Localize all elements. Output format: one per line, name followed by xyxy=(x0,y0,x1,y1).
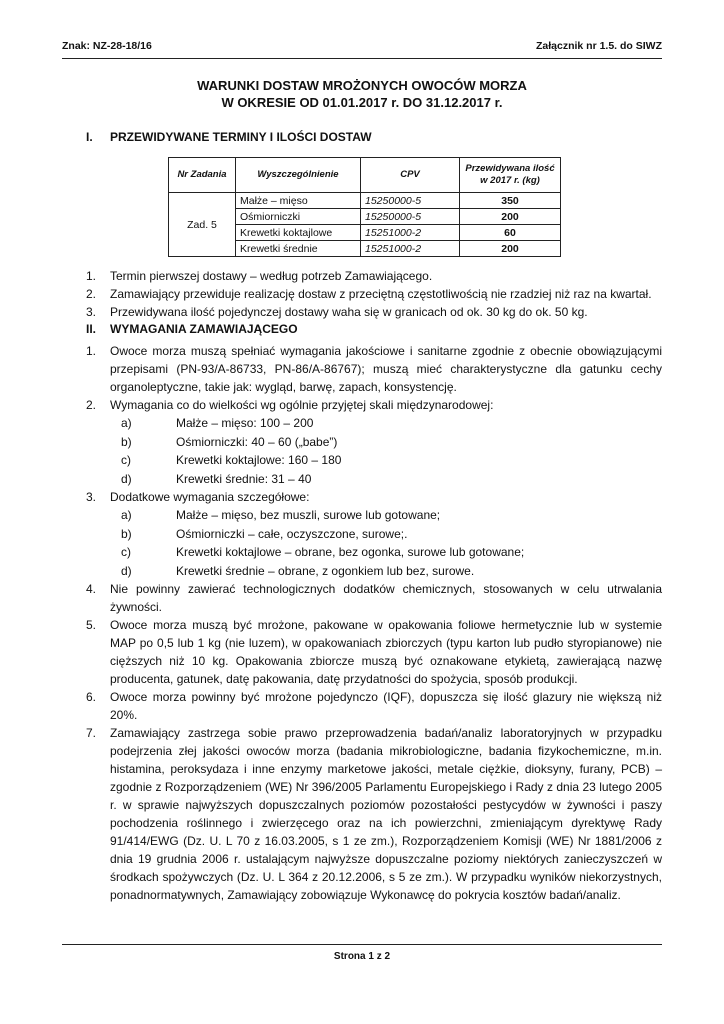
quantity-cell: 350 xyxy=(460,193,561,209)
table-header-cell: CPV xyxy=(361,158,460,193)
sub-item: a) Małże – mięso: 100 – 200 xyxy=(121,416,314,430)
requirement-item: 2. Wymagania co do wielkości wg ogólnie przyjętej skali międzynarodowej: xyxy=(86,398,494,412)
title-line-2: W OKRESIE OD 01.01.2017 r. DO 31.12.2017 r. xyxy=(221,95,503,110)
section-1-number: I. xyxy=(86,130,93,144)
list-item: 2. Zamawiający przewiduje realizację dostaw z przeciętną częstotliwością nie rzadziej niż raz na kwartał. xyxy=(86,287,652,301)
sub-item: d) Krewetki średnie: 31 – 40 xyxy=(121,471,312,486)
sub-item: a) Małże – mięso, bez muszli, surowe lub gotowane; xyxy=(121,508,441,522)
document-title xyxy=(62,77,662,111)
task-number-cell: Zad. 5 xyxy=(169,193,236,257)
section-2-title: WYMAGANIA ZAMAWIAJĄCEGO xyxy=(110,322,298,336)
requirement-item: 1. Owoce morza muszą spełniać wymagania jakościowe i sanitarne zgodnie z obecnie obowiązującymi przepisami (PN-93/A-86733, PN-86/A-86767); muszą mieć charakterystyczne dla gatunku cechy organoleptyczne, takie jak: wygląd, barwę, zapach, konsystencję. xyxy=(86,344,662,394)
header-divider xyxy=(62,58,662,59)
item-name-cell: Krewetki średnie xyxy=(236,241,361,257)
cpv-cell: 15251000-2 xyxy=(361,225,460,241)
table-header-cell: Przewidywana ilość w 2017 r. (kg) xyxy=(460,158,561,193)
requirement-item: 6. Owoce morza powinny być mrożone pojedynczo (IQF), dopuszcza się ilość glazury nie większą niż 20%. xyxy=(86,690,662,722)
requirement-item: 5. Owoce morza muszą być mrożone, pakowane w opakowania foliowe hermetycznie lub w systemie MAP po 0,5 lub 1 kg (nie luzem), w opakowaniach zbiorczych (typu karton lub pudło styropianowe) nie cięższych niż 10 kg. Opakowania zbiorcze muszą być oznakowane etykietą, zawierającą nazwę producenta, gatunek, datę pakowania, datę przydatności do spożycia, sposób produkcji. xyxy=(86,618,662,686)
section-2-number: II. xyxy=(86,322,97,336)
sub-item: b) Ośmiorniczki: 40 – 60 („babe”) xyxy=(121,434,338,449)
title-line-1: WARUNKI DOSTAW MROŻONYCH OWOCÓW MORZA xyxy=(197,78,527,93)
attachment-label: Załącznik nr 1.5. do SIWZ xyxy=(535,40,662,52)
requirement-item: 4. Nie powinny zawierać technologicznych dodatków chemicznych, stosowanych w celu utrwalania żywności. xyxy=(86,582,662,614)
quantity-cell: 200 xyxy=(460,241,561,257)
quantity-cell: 60 xyxy=(460,225,561,241)
item-name-cell: Ośmiorniczki xyxy=(236,209,361,225)
sub-item: b) Ośmiorniczki – całe, oczyszczone, surowe;. xyxy=(121,526,408,541)
page-number: Strona 1 z 2 xyxy=(333,951,391,962)
document-sign: Znak: NZ-28-18/16 xyxy=(62,40,152,52)
table-header-cell: Wyszczególnienie xyxy=(236,158,361,193)
sub-item: c) Krewetki koktajlowe: 160 – 180 xyxy=(121,453,342,467)
list-item: 1. Termin pierwszej dostawy – według potrzeb Zamawiającego. xyxy=(86,269,433,283)
cpv-cell: 15250000-5 xyxy=(361,193,460,209)
item-name-cell: Krewetki koktajlowe xyxy=(236,225,361,241)
requirements-list xyxy=(86,342,662,904)
section-2-heading xyxy=(86,322,298,336)
page-header xyxy=(62,40,662,52)
item-name-cell: Małże – mięso xyxy=(236,193,361,209)
requirement-item: 7. Zamawiający zastrzega sobie prawo przeprowadzenia badań/analiz laboratoryjnych w przypadku podejrzenia złej jakości owoców morza (badania mikrobiologiczne, badania fizykochemiczne, m.in. histamina, peroksydaza i inne enzymy marketowe jakości, metale ciężkie, dioksyny, furany, PCB) – zgodnie z Rozporządzeniem (WE) Nr 396/2005 Parlamentu Europejskiego i Rady z dnia 23 lutego 2005 r. w sprawie najwyższych dopuszczalnych poziomów pozostałości pestycydów w żywności i paszy pochodzenia roślinnego i zwierzęcego oraz na ich powierzchni, zmieniającym dyrektywę Rady 91/414/EWG (Dz. U. L 70 z 16.03.2005, s 1 ze zm.), Rozporządzeniem Komisji (WE) Nr 1881/2006 z dnia 19 grudnia 2006 r. ustalającym najwyższe dopuszczalne poziomy niektórych zanieczyszczeń w środkach spożywczych (Dz. U. L 364 z 20.12.2006, s 5 ze zm.). W przypadku wyników niekorzystnych, ponadnormatywnych, Zamawiający zobowiązuje Wykonawcę do pokrycia kosztów badań/analiz. xyxy=(86,726,662,902)
sub-item: d) Krewetki średnie – obrane, z ogonkiem lub bez, surowe. xyxy=(121,563,475,578)
table-row xyxy=(169,193,561,209)
delivery-terms-list xyxy=(86,267,662,321)
table-header-cell: Nr Zadania xyxy=(169,158,236,193)
requirement-item: 3. Dodatkowe wymagania szczegółowe: xyxy=(86,490,310,504)
cpv-cell: 15251000-2 xyxy=(361,241,460,257)
sub-item: c) Krewetki koktajlowe – obrane, bez ogonka, surowe lub gotowane; xyxy=(121,545,525,559)
cpv-cell: 15250000-5 xyxy=(361,209,460,225)
section-1-title: PRZEWIDYWANE TERMINY I ILOŚCI DOSTAW xyxy=(110,130,372,144)
footer-divider xyxy=(62,944,662,945)
list-item: 3. Przewidywana ilość pojedynczej dostawy waha się w granicach od ok. 30 kg do ok. 50 kg. xyxy=(86,305,588,319)
delivery-table xyxy=(168,157,561,257)
table-header-row xyxy=(169,158,561,193)
section-1-heading xyxy=(86,130,372,144)
quantity-cell: 200 xyxy=(460,209,561,225)
